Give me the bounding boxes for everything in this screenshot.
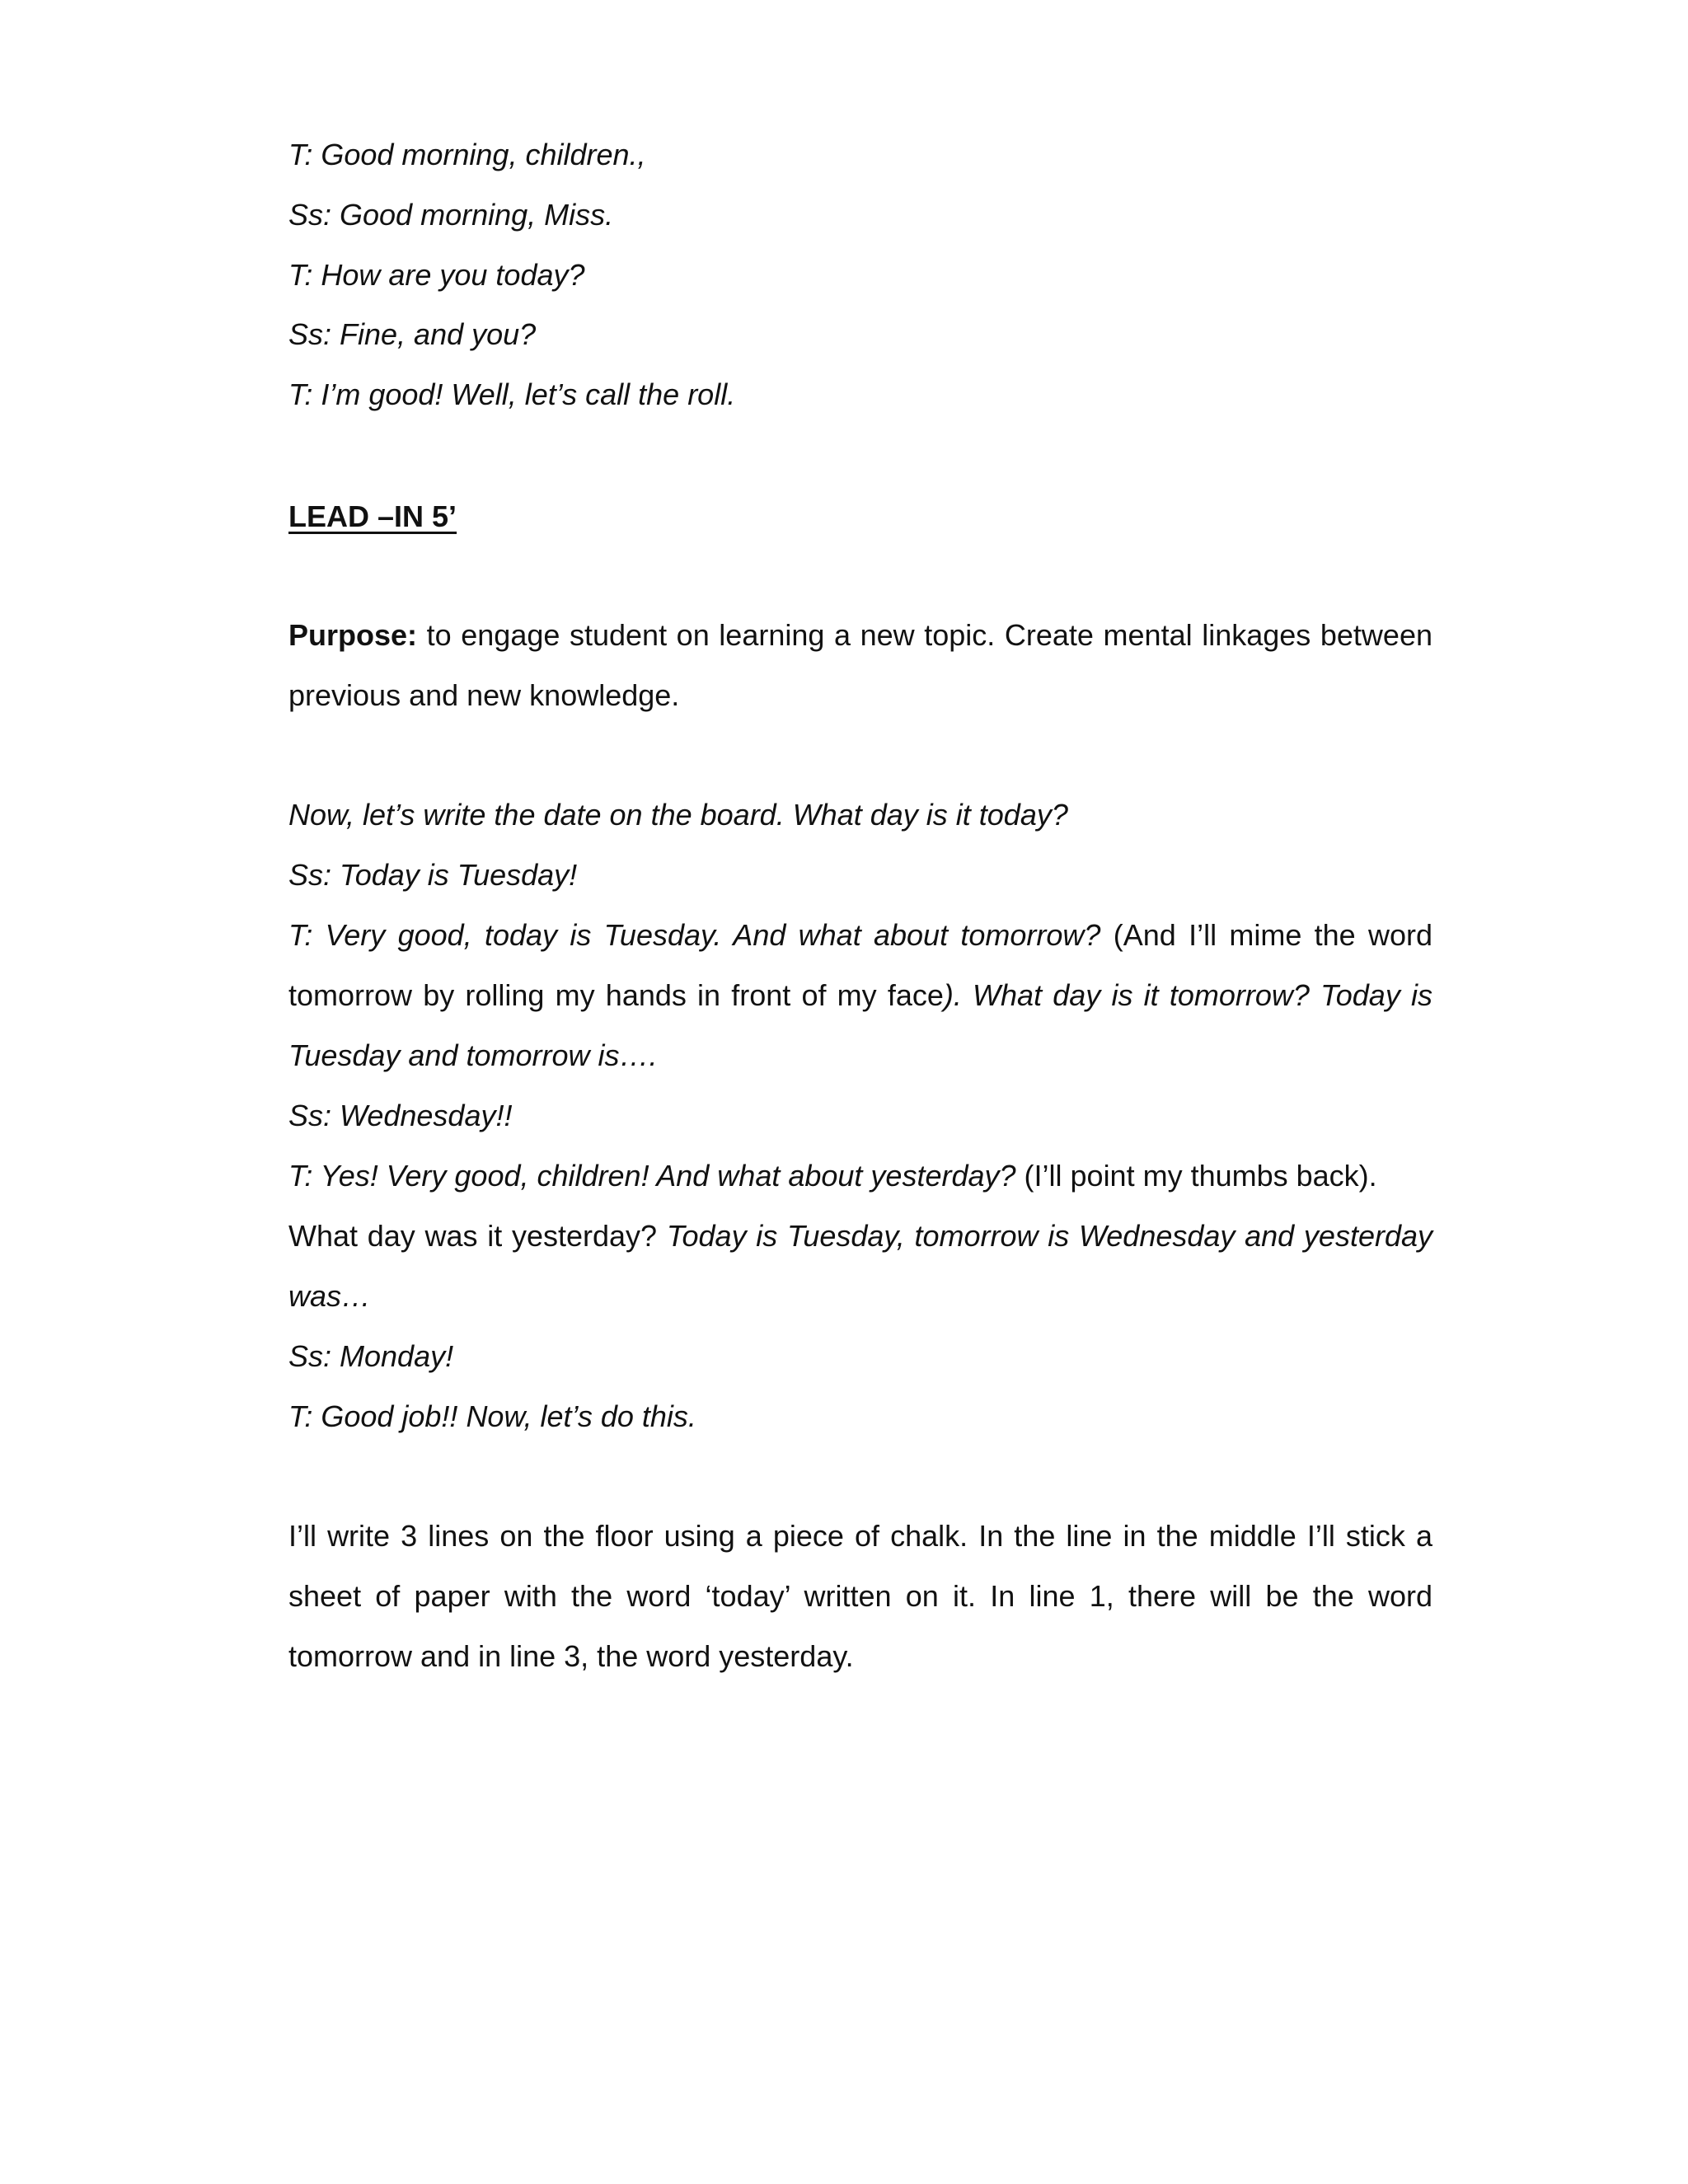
activity-line: tomorrow and in line 3, the word yesterday.	[288, 1639, 854, 1673]
greeting-line: T: I’m good! Well, let’s call the roll.	[288, 377, 736, 411]
dialogue-italic: T: Yes! Very good, children! And what about yesterday?	[288, 1159, 1016, 1193]
dialogue-line: was…	[288, 1279, 372, 1313]
greeting-line: T: How are you today?	[288, 258, 585, 292]
section-heading: LEAD –IN 5’	[288, 499, 457, 533]
greeting-line: Ss: Good morning, Miss.	[288, 198, 614, 232]
activity-line: sheet of paper with the word ‘today’ written on it. In line 1, there will be the word	[288, 1579, 1432, 1613]
dialogue-line	[288, 1218, 1432, 1254]
dialogue-line	[288, 1158, 1377, 1194]
dialogue-line: T: Good job!! Now, let’s do this.	[288, 1399, 696, 1433]
dialogue-normal: (I’ll point my thumbs back).	[1015, 1159, 1377, 1193]
dialogue-normal: (And I’ll mime the word	[1100, 918, 1433, 952]
dialogue-line: Now, let’s write the date on the board. What day is it today?	[288, 798, 1068, 832]
dialogue-line: Tuesday and tomorrow is….	[288, 1038, 658, 1072]
greeting-line: Ss: Fine, and you?	[288, 317, 537, 351]
dialogue-italic: ). What day is it tomorrow? Today is	[943, 978, 1432, 1012]
purpose-paragraph-line	[288, 617, 1432, 654]
dialogue-line: Ss: Monday!	[288, 1339, 454, 1373]
dialogue-normal: What day was it yesterday?	[288, 1219, 667, 1253]
dialogue-italic: T: Very good, today is Tuesday. And what about tomorrow?	[288, 918, 1101, 952]
purpose-text: to engage student on learning a new topic. Create mental linkages between	[417, 618, 1432, 652]
purpose-paragraph-line: previous and new knowledge.	[288, 678, 680, 712]
dialogue-line: Ss: Wednesday!!	[288, 1099, 513, 1132]
dialogue-line	[288, 917, 1432, 954]
dialogue-line: Ss: Today is Tuesday!	[288, 858, 578, 892]
greeting-line: T: Good morning, children.,	[288, 138, 646, 171]
activity-line: I’ll write 3 lines on the floor using a piece of chalk. In the line in the middle I’ll stick a	[288, 1519, 1432, 1553]
dialogue-line	[288, 977, 1432, 1014]
dialogue-normal: tomorrow by rolling my hands in front of my face	[288, 978, 944, 1012]
dialogue-italic: Today is Tuesday, tomorrow is Wednesday and yesterday	[666, 1219, 1432, 1253]
purpose-label: Purpose:	[288, 618, 418, 652]
